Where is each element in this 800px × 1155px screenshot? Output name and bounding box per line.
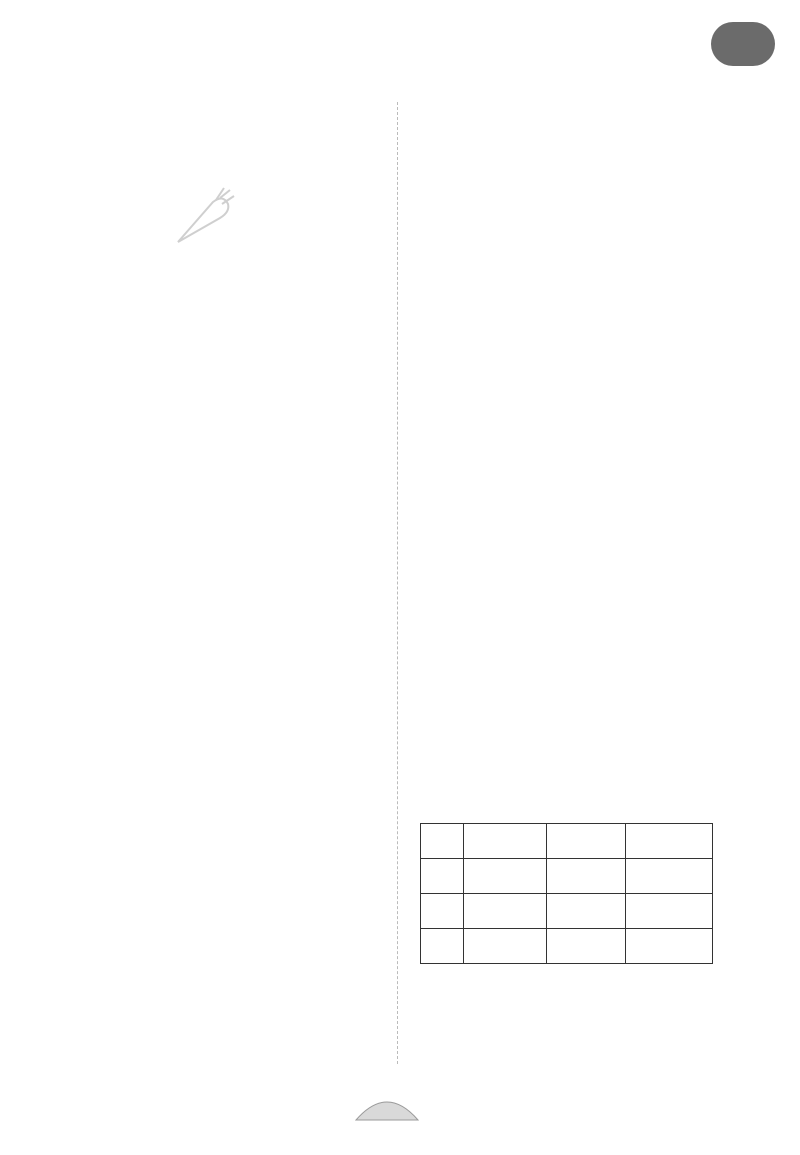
- table-cell: [464, 929, 547, 964]
- table-row: [421, 894, 713, 929]
- table-header-row: [421, 824, 713, 859]
- table-cell: [626, 929, 713, 964]
- table-cell: [464, 894, 547, 929]
- table-cell: [421, 894, 464, 929]
- table-cell: [626, 894, 713, 929]
- table-cell: [547, 894, 626, 929]
- column-divider: [397, 102, 398, 1064]
- table-cell: [547, 929, 626, 964]
- reasoning-table: [420, 823, 713, 964]
- table-row: [421, 929, 713, 964]
- table-header-cell: [547, 824, 626, 859]
- table-row: [421, 859, 713, 894]
- table-cell: [547, 859, 626, 894]
- carrot-watermark-icon: [168, 182, 238, 256]
- table-cell: [626, 859, 713, 894]
- table-header-cell: [464, 824, 547, 859]
- table-cell: [421, 929, 464, 964]
- table-cell: [464, 859, 547, 894]
- table-header-cell: [626, 824, 713, 859]
- page-number-badge: [352, 1090, 422, 1128]
- table-cell: [421, 824, 464, 859]
- zoom-level-badge[interactable]: [711, 22, 775, 66]
- table-cell: [421, 859, 464, 894]
